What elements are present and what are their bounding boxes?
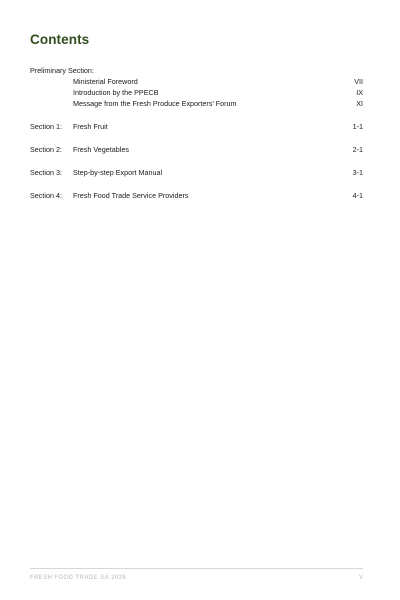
toc-entry-title: Ministerial Foreword (73, 77, 138, 86)
toc-section-3[interactable] (30, 167, 363, 178)
toc-entry-title: Message from the Fresh Produce Exporters’ Forum (73, 99, 237, 108)
preliminary-section-heading: Preliminary Section: (30, 66, 94, 75)
footer-page-number: V (358, 575, 363, 581)
toc-entry-page: XI (356, 99, 363, 108)
toc-section-4[interactable] (30, 190, 363, 201)
section-number: Section 2: (30, 145, 62, 154)
section-page: 3-1 (352, 168, 363, 177)
section-number: Section 1: (30, 122, 62, 131)
section-page: 1-1 (352, 122, 363, 131)
section-number: Section 3: (30, 168, 62, 177)
page-title: Contents (30, 32, 90, 47)
toc-entry-message-exporters-forum[interactable] (30, 98, 363, 109)
toc-entry-page: IX (356, 88, 363, 97)
section-number: Section 4: (30, 191, 62, 200)
table-of-contents (30, 65, 363, 201)
footer-publication-title: FRESH FOOD TRADE SA 2026 (30, 575, 127, 581)
section-title: Fresh Fruit (73, 122, 108, 131)
section-title: Step-by-step Export Manual (73, 168, 163, 177)
toc-entry-introduction-ppecb[interactable] (30, 87, 363, 98)
section-title: Fresh Vegetables (73, 145, 129, 154)
toc-section-2[interactable] (30, 144, 363, 155)
toc-section-1[interactable] (30, 121, 363, 132)
footer-divider (30, 568, 363, 569)
toc-entry-title: Introduction by the PPECB (73, 88, 159, 97)
toc-entry-ministerial-foreword[interactable] (30, 76, 363, 87)
section-page: 4-1 (352, 191, 363, 200)
section-page: 2-1 (352, 145, 363, 154)
section-title: Fresh Food Trade Service Providers (73, 191, 189, 200)
toc-entry-page: VII (354, 77, 363, 86)
